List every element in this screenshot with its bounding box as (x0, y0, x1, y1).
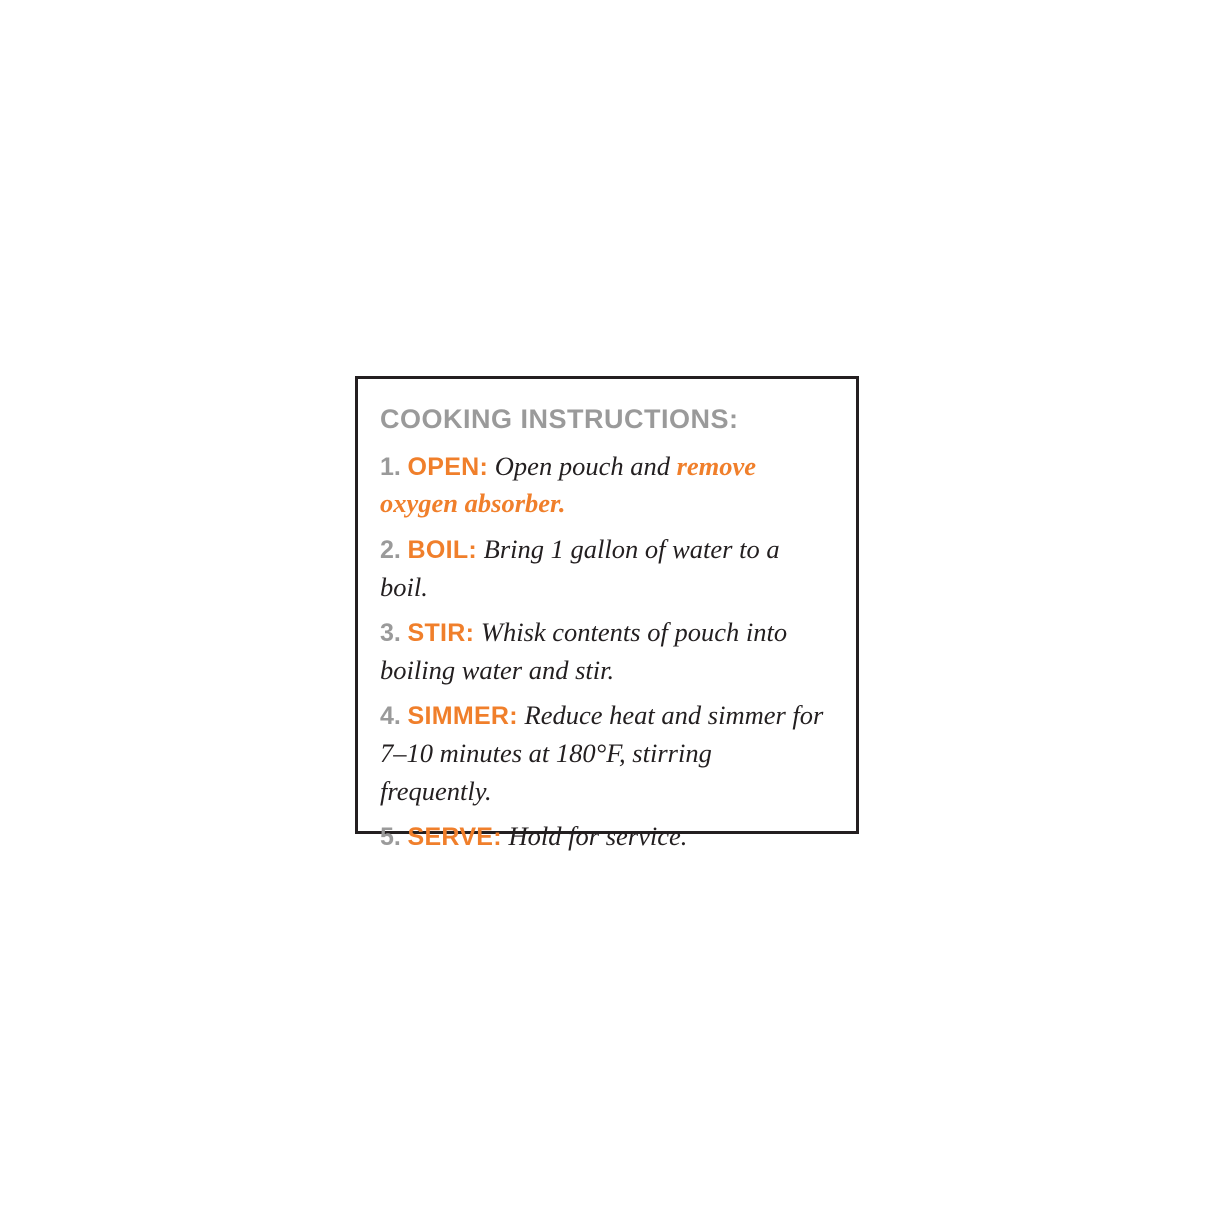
instruction-step (380, 614, 830, 689)
step-keyword: STIR: (407, 619, 475, 648)
step-text: Bring 1 gallon of water to a boil. (380, 533, 780, 602)
step-number: 3. (380, 619, 401, 648)
step-text: Whisk contents of pouch into boiling water and stir. (380, 617, 788, 685)
panel-title: COOKING INSTRUCTIONS: (380, 404, 739, 434)
step-text: Hold for service. (508, 821, 688, 852)
step-keyword: SERVE: (407, 823, 502, 852)
instruction-step (380, 818, 830, 856)
step-number: 1. (380, 452, 401, 481)
step-text: Reduce heat and simmer for 7–10 minutes at 180°F, stirring frequently. (380, 700, 824, 806)
instruction-step (380, 531, 830, 606)
step-number: 4. (380, 702, 401, 731)
instruction-step (380, 697, 830, 810)
step-keyword: BOIL: (407, 535, 478, 564)
step-number: 5. (380, 823, 401, 852)
step-keyword: OPEN: (407, 452, 489, 481)
instruction-step (380, 448, 830, 523)
step-text: Open pouch and (494, 450, 677, 481)
step-emphasis: remove oxygen absorber. (380, 450, 757, 519)
step-keyword: SIMMER: (407, 702, 518, 731)
cooking-instructions-panel (355, 376, 859, 852)
step-number: 2. (380, 535, 401, 564)
